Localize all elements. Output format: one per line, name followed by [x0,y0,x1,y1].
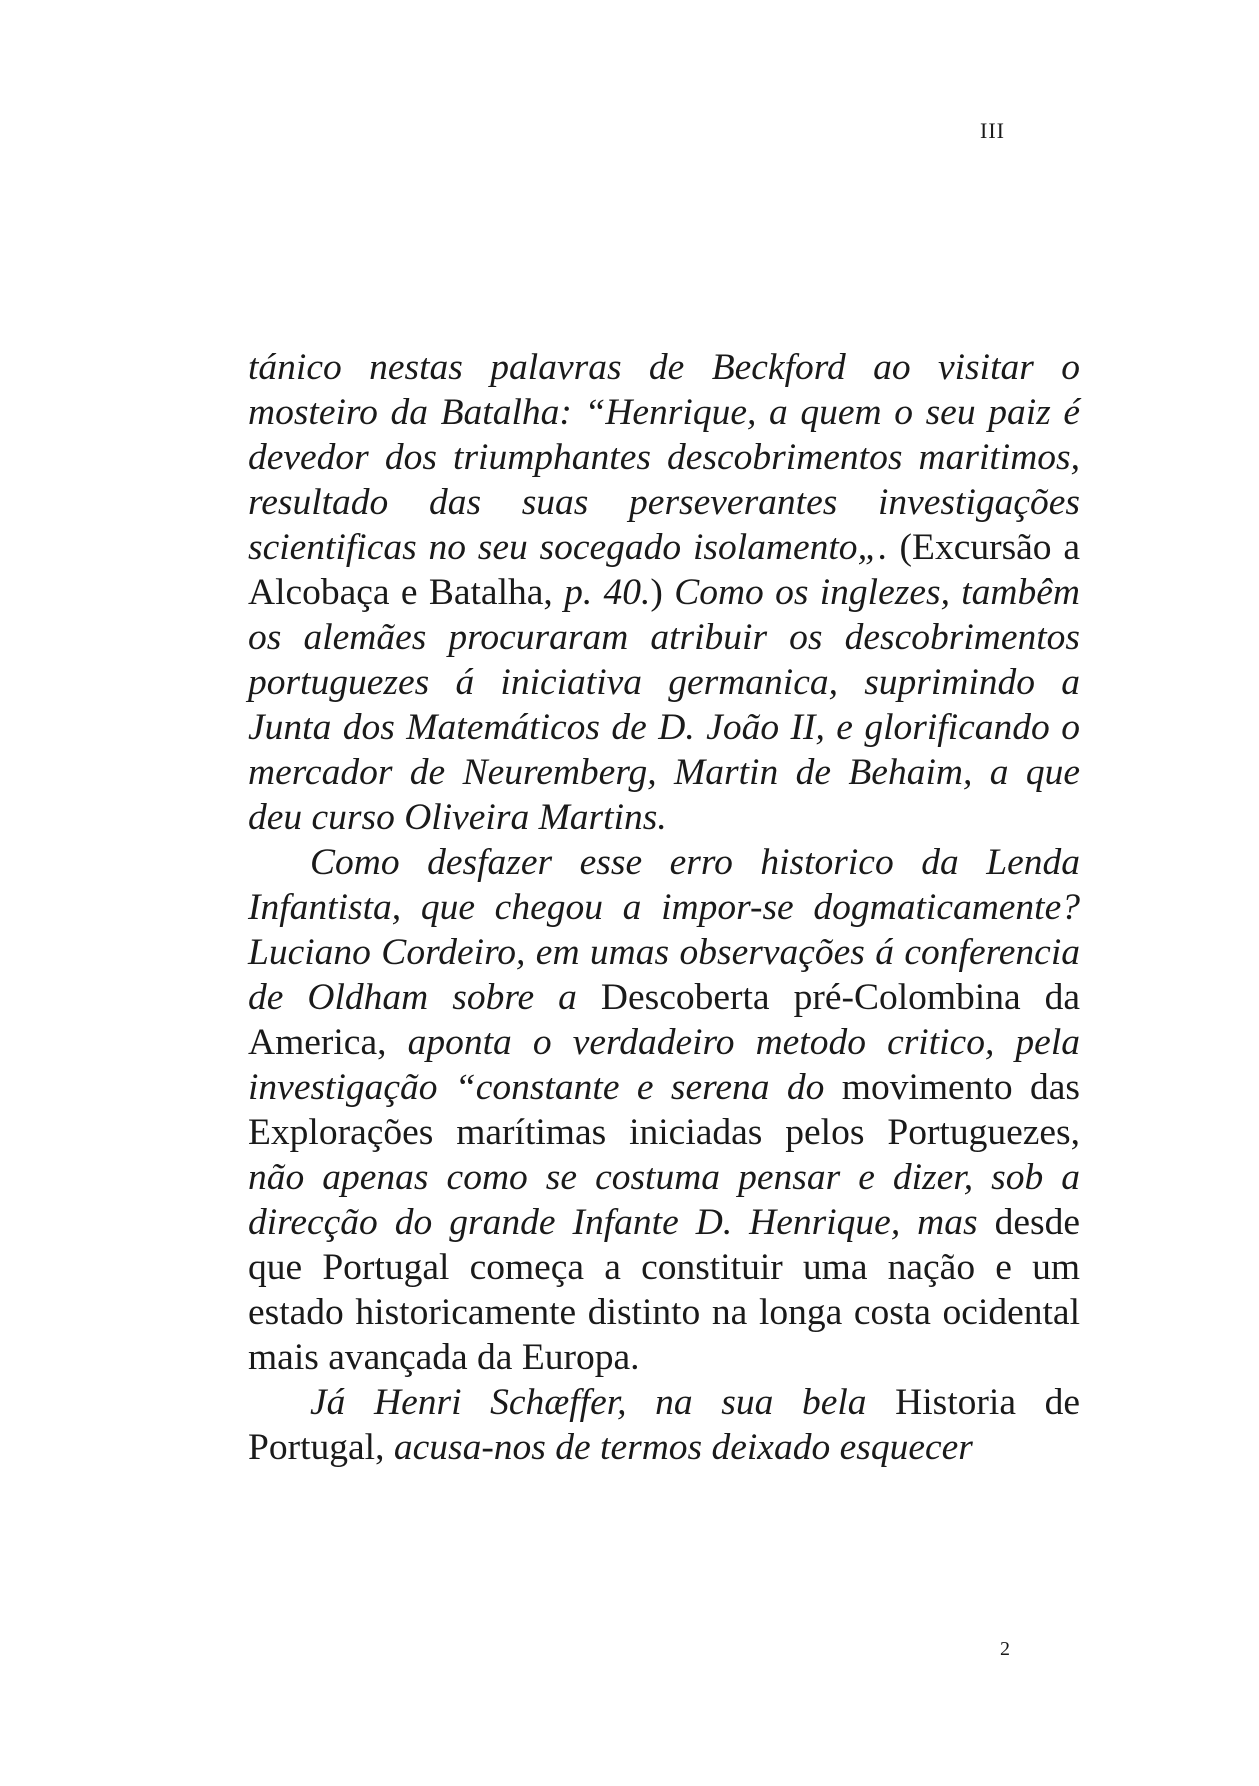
paragraph-2 [248,840,1080,1380]
text-run: p. 40. [564,572,651,613]
text-run: Historia de Portugal, [248,1382,1080,1468]
text-run: acusa-nos de termos deixado esquecer [393,1427,973,1468]
text-run: Descoberta pré-Colombina da America, [248,977,1080,1063]
text-run: tánico nestas palavras de Beckford ao visitar o mosteiro da Batalha: “Henrique, a quem o seu paiz é devedor dos triumphantes descobrimentos maritimos, resultado das suas perseverantes investigações scientificas no seu socegado isolamento„. [248,347,1080,568]
text-run: desde que Portugal começa a constituir uma nação e um estado historicamente distinto na longa costa ocidental mais avançada da Europa. [248,1202,1080,1378]
text-run: não apenas como se costuma pensar e dizer, sob a direcção do grande Infante D. Henrique, mas [248,1157,1080,1243]
printer-signature: 2 [1000,1638,1010,1660]
paragraph-3 [248,1380,1080,1470]
text-run: movimento das Explorações marítimas iniciadas pelos Portuguezes, [248,1067,1080,1153]
text-run: Já Henri Schæffer, na sua bela [310,1382,867,1423]
body-text [248,345,1080,1470]
text-run: ) [650,572,663,613]
text-run: Como desfazer esse erro historico da Lenda Infantista, que chegou a impor-se dogmaticamente? Luciano Cordeiro, em umas observações á conferencia de Oldham sobre a [248,842,1080,1018]
paragraph-1 [248,345,1080,840]
text-run: (Excursão a Alcobaça e Batalha, [248,527,1080,613]
text-run: aponta o verdadeiro metodo critico, pela investigação “constante e serena do [248,1022,1080,1108]
page-number: III [980,118,1005,143]
text-run: Como os inglezes, tambêm os alemães procuraram atribuir os descobrimentos portuguezes á iniciativa germanica, suprimindo a Junta dos Matemáticos de D. João II, e glorificando o mercador de Neuremberg, Martin de Behaim, a que deu curso Oliveira Martins. [248,572,1080,838]
